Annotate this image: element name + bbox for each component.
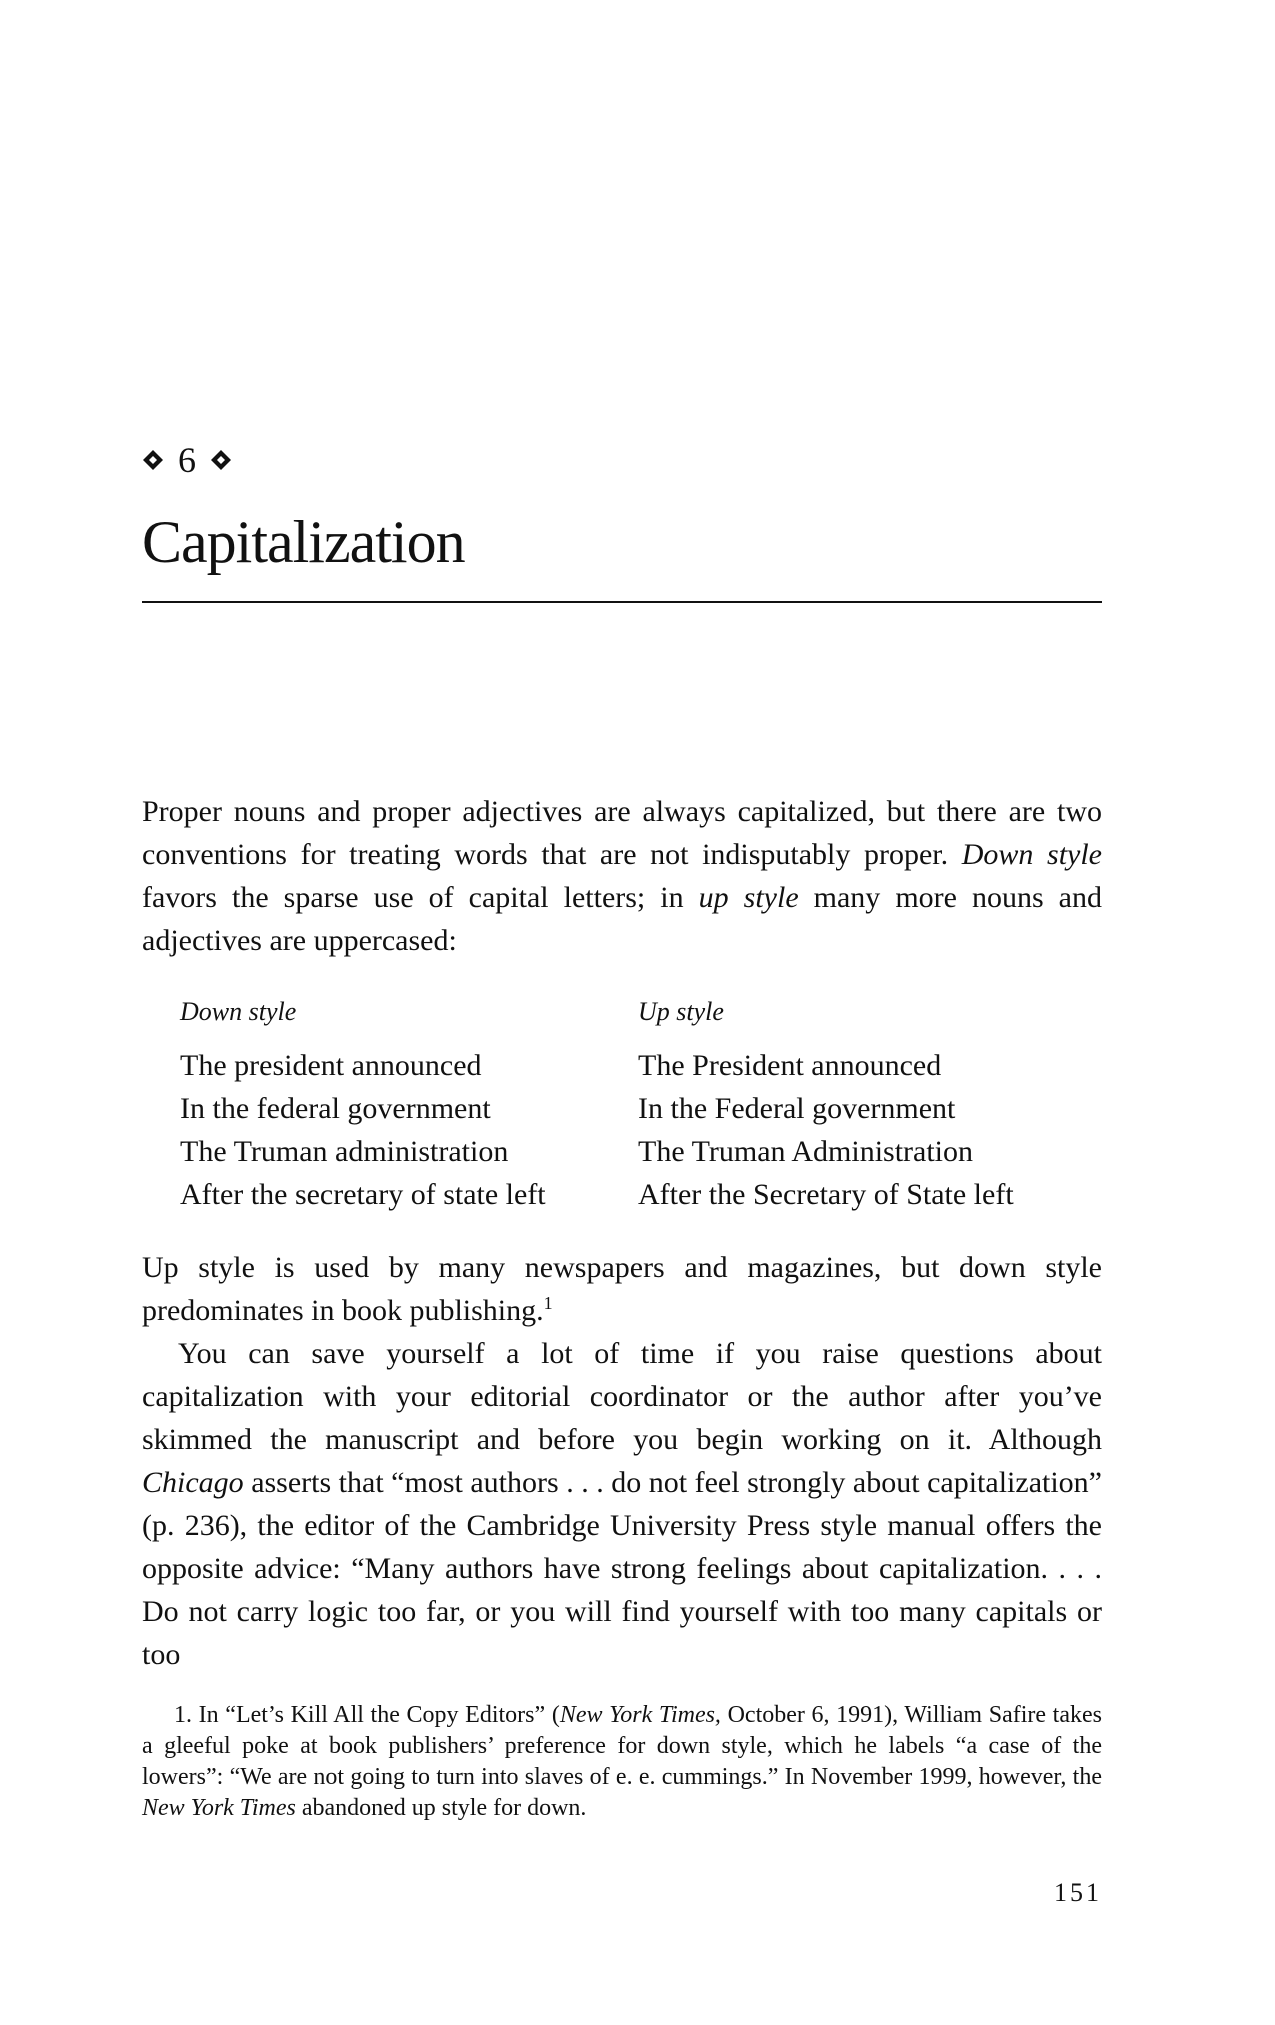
table-cell: The Truman administration [180,1135,509,1168]
table-cell: The President announced [638,1049,942,1082]
footnote: 1. In “Let’s Kill All the Copy Editors” (New York Times, October 6, 1991), William Safire takes a gleeful poke at book publishers’ preference for down style, which he labels “a case of the lowers”: “We are not going to turn into slaves of e. e. cummings.” In November 1999, however, the New York Times abandoned up style for down. [142,1702,1102,1821]
table-cell: After the secretary of state left [180,1178,546,1211]
diamond-ornament-icon [142,449,164,471]
chapter-title: Capitalization [142,509,465,575]
down-style-term: Down style [961,838,1103,871]
title-rule [142,601,1102,603]
chicago-title: Chicago [142,1466,244,1499]
up-style-term: up style [698,881,799,914]
table-cell: After the Secretary of State left [638,1178,1014,1211]
table-cell: In the Federal government [638,1092,956,1125]
newspaper-title: New York Times [142,1795,296,1821]
column-header-up-style: Up style [638,997,724,1026]
chapter-number [142,442,232,478]
table-cell: The Truman Administration [638,1135,974,1168]
chapter-number-text: 6 [178,440,196,480]
body-text [142,790,1102,1676]
table-cell: The president announced [180,1049,482,1082]
footnote-number: 1. [174,1702,192,1728]
footnote-reference: 1 [543,1293,553,1313]
style-comparison-table [180,992,1060,1216]
newspaper-title: New York Times, [559,1702,721,1728]
book-page [142,0,1102,2025]
page-number: 151 [1054,1878,1102,1907]
diamond-ornament-icon [210,449,232,471]
intro-paragraph: Proper nouns and proper adjectives are always capitalized, but there are two conventions for treating words that are not indisputably proper. Down style favors the sparse use of capital letters; in up style many more nouns and adjectives are uppercased: [142,795,1103,957]
paragraph-up-style-usage: Up style is used by many newspapers and magazines, but down style predominates in book publishing.$^1$ [142,1251,1102,1327]
table-cell: In the federal government [180,1092,491,1125]
column-header-down-style: Down style [180,997,297,1026]
paragraph-capitalization-queries: You can save yourself a lot of time if you raise questions about capitalization with your editorial coordinator or the author after you’ve skimmed the manuscript and before you begin working on it. Although Chicago asserts that “most authors . . . do not feel strongly about capitalization” (p. 236), the editor of the Cambridge University Press style manual offers the opposite advice: “Many authors have strong feelings about capitalization. . . . Do not carry logic too far, or you will find yourself with too many capitals or too [142,1337,1102,1671]
